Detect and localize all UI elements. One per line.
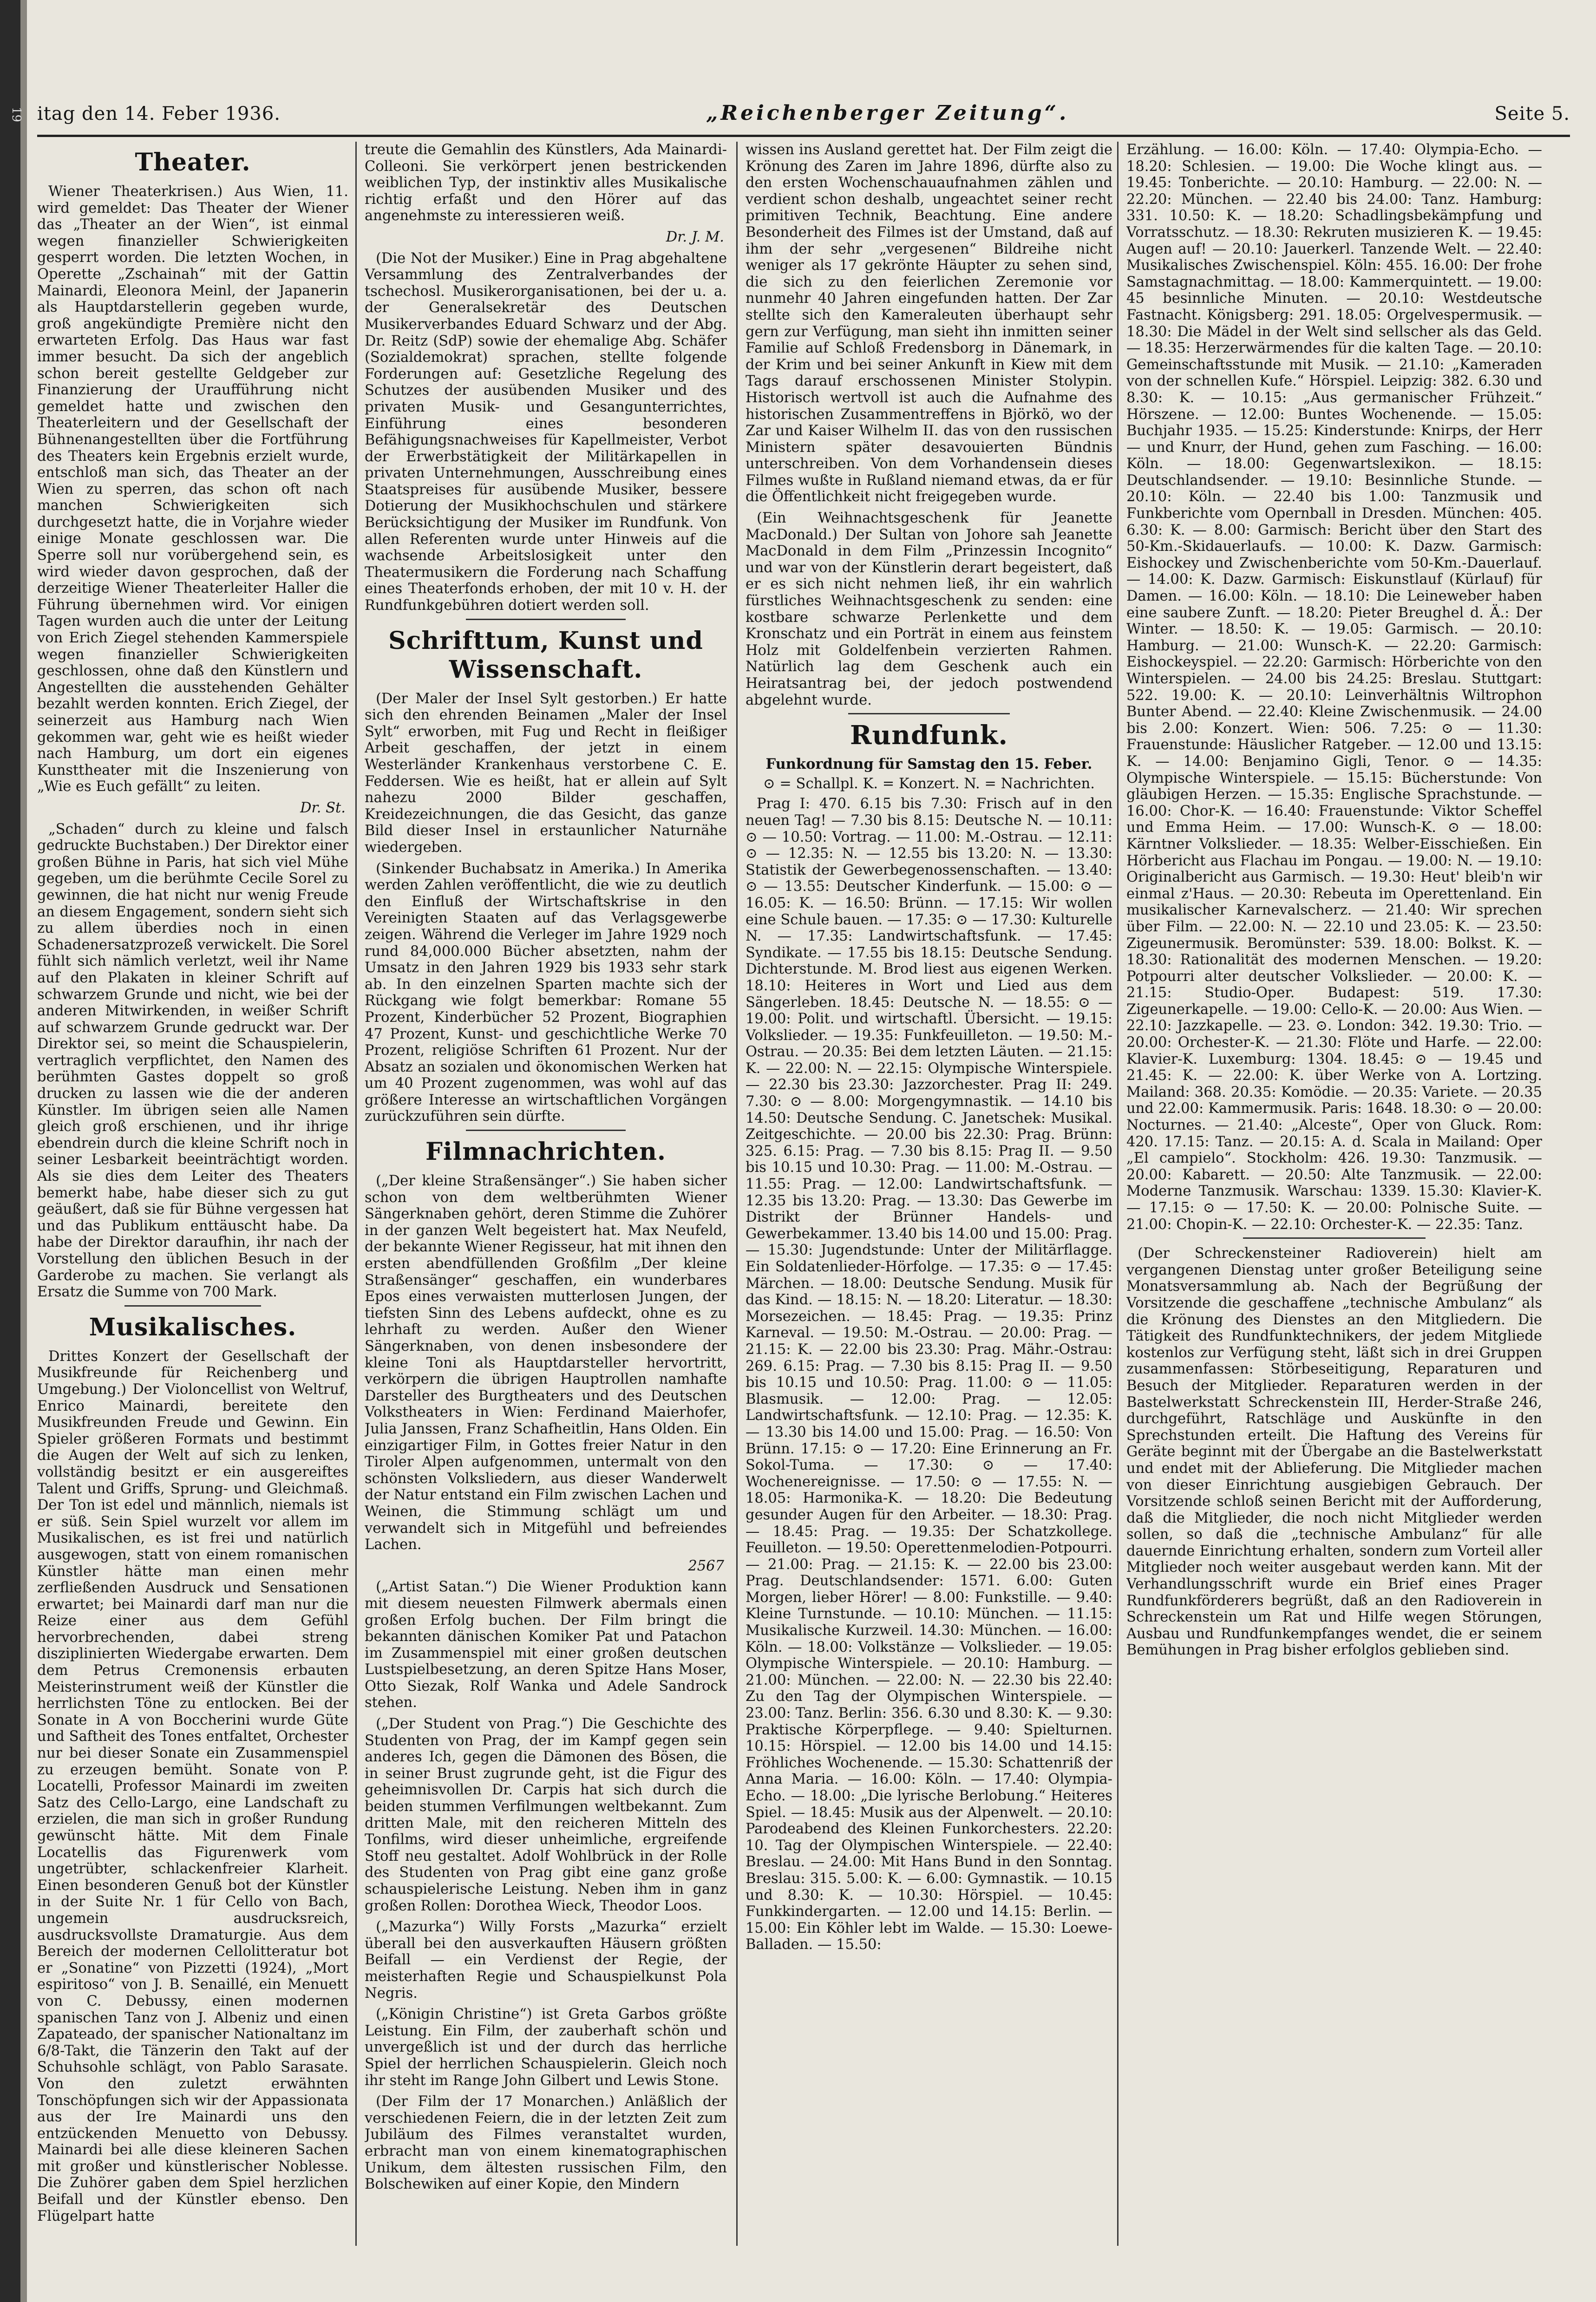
schedule-title: Funkordnung für Samstag den 15. Feber. — [765, 756, 1092, 773]
section-heading-schrifttum: Schrifttum, Kunst und Wissenschaft. — [388, 626, 703, 684]
section-heading-rundfunk: Rundfunk. — [850, 720, 1008, 751]
article-signature: Dr. J. M. — [666, 229, 724, 245]
article-artist-satan: („Artist Satan.“) Die Wiener Produktion kann mit diesem neuesten Filmwerk abermals einen großen Erfolg buchen. Der Film bringt die bekannten dänischen Komiker Pat und Patachon im Zusammenspiel mit einer großen deutschen Lustspielbesetzung, an deren Spitze Hans Moser, Otto Siezak, Rolf Wanka und Adele Sandrock stehen. — [365, 1579, 727, 1711]
section-heading-filmnachrichten: Filmnachrichten. — [425, 1138, 667, 1166]
section-heading-theater: Theater. — [135, 148, 251, 177]
article-film-17-monarchen: (Der Film der 17 Monarchen.) Anläßlich der verschiedenen Feiern, die in der letzten Zeit zum Jubiläum des Filmes veranstaltet wurden, erbracht man von einem kinematographischen Unikum, dem ältesten russischen Film, den Bolschewiken auf einer Kopie, den Mindern — [365, 2093, 727, 2193]
article-not-der-musiker: (Die Not der Musiker.) Eine in Prag abgehaltene Versammlung des Zentralverbandes der tschechosl. Musikerorganisationen, bei der u. a. der Generalsekretär des Deutschen Musikerverbandes Eduard Schwarz und der Abg. Dr. Reitz (SdP) sowie der ehemalige Abg. Schäfer (Sozialdemokrat) sprachen, stellte folgende Forderungen auf: Gesetzliche Regelung des Schutzes der ausübenden Musiker und des privaten Musik- und Gesangunterrichtes, Einführung eines besonderen Befähigungsnachweises für Kapellmeister, Verbot der Erwerbstätigkeit der Militärkapellen in privaten Unternehmungen, Ausschreibung eines Staatspreises für ausübende Musiker, bessere Dotierung der Musikhochschulen und stärkere Berücksichtigung der Musiker im Rundfunk. Von allen Referenten wurde unter Hinweis auf die wachsende Arbeitslosigkeit unter den Theatermusikern die Forderung nach Schaffung eines Theaterfonds erhoben, der mit 10 v. H. der Rundfunkgebühren dotiert werden soll. — [365, 250, 727, 614]
margin-page-mark: 19 — [9, 107, 23, 123]
scan-binding-shadow — [20, 0, 27, 2302]
article-mazurka: („Mazurka“) Willy Forsts „Mazurka“ erzielt überall bei den ausverkauften Häusern größten Beifall — ein Verdienst der Regie, der meisterhaften Regie und Schauspielkunst Pola Negris. — [365, 1919, 727, 2001]
section-heading-musikalisches: Musikalisches. — [89, 1313, 297, 1341]
article-student-von-prag: („Der Student von Prag.“) Die Geschichte des Studenten von Prag, der im Kampf gegen sein anderes Ich, gegen die Dämonen des Bösen, die in seiner Brust zugrunde geht, ist die Figur des geheimnisvollen Dr. Carpis hat sich durch die beiden stummen Verfilmungen weltbekannt. Zum dritten Male, mit den reicheren Mitteln des Tonfilms, wird dieser unheimliche, ergreifende Stoff neu gestaltet. Adolf Wohlbrück in der Rolle des Studenten von Prag gibt eine ganz große schauspielerische Leistung. Neben ihm in ganz großen Rollen: Dorothea Wieck, Theodor Loos. — [365, 1716, 727, 1914]
column-4 — [1126, 142, 1542, 2246]
column-2 — [365, 142, 727, 2246]
article-schaden-buchstaben: „Schaden“ durch zu kleine und falsch gedruckte Buchstaben.) Der Direktor einer großen Bühne in Paris, hat sich viel Mühe gegeben, um die berühmte Cecile Sorel zu gewinnen, die hat nicht nur wenig Freude an diesem Engagement, sondern sieht sich zu allem überdies noch in einen Schadenersatzprozeß verwickelt. Die Sorel fühlt sich nämlich verletzt, weil ihr Name auf den Plakaten in kleiner Schrift auf schwarzem Grunde und nicht, wie bei der anderen Mitwirkenden, in weißer Schrift auf schwarzem Grunde gedruckt war. Der Direktor sei, so meint die Schauspielerin, vertraglich verpflichtet, den Namen des berühmten Gastes doppelt so groß drucken zu lassen wie die der anderen Künstler. Im übrigen seien alle Namen gleich groß erschienen, und ihr ihrige ebendrein durch die kleine Schrift noch in seiner Lesbarkeit beeinträchtigt worden. Als sie dies dem Leiter des Theaters bemerkt habe, habe dieser sich zu gut geäußert, daß sie für Bühne vergessen hat und das Publikum enttäuscht habe. Da habe der Direktor daraufhin, ihr nach der Vorstellung den üblichen Besuch in der Garderobe zu machen. Sie verlangt als Ersatz die Summe von 700 Mark. — [37, 821, 348, 1301]
column-rule — [355, 142, 357, 2246]
page-header — [37, 101, 1570, 137]
column-rule — [736, 142, 738, 2246]
article-weihnachtsgeschenk: (Ein Weihnachtsgeschenk für Jeanette MacDonald.) Der Sultan von Johore sah Jeanette MacDonald in dem Film „Prinzessin Incognito“ und war von der Künstlerin derart begeistert, daß er es sich nicht nehmen ließ, ihr ein wahrlich fürstliches Weihnachtsgeschenk zu senden: eine kostbare schwarze Perlenkette und dem Kronschatz und ein Porträt in einem aus feinstem Holz mit Goldelfenbein verzierten Rahmen. Natürlich lag dem Geschenk auch ein Heiratsantrag bei, der jedoch postwendend abgelehnt wurde. — [746, 510, 1112, 708]
section-divider — [124, 1305, 262, 1307]
header-date: itag den 14. Feber 1936. — [37, 103, 281, 124]
article-konzert-mainardi: Drittes Konzert der Gesellschaft der Musikfreunde für Reichenberg und Umgebung.) Der Violoncellist von Weltruf, Enrico Mainardi, bereitete den Musikfreunden Freude und Gewinn. Ein Spieler größeren Formats und bestimmt die Augen der Welt auf sich zu lenken, vollständig besitzt er ein ausgereiftes Talent und Griffs, Sprung- und Gleichmaß. Der Ton ist edel und männlich, niemals ist er süß. Sein Spiel wurzelt vor allem im Musikalischen, es ist frei und natürlich ausgewogen, statt von einem romanischen Künstler hätte man einen mehr zerfließenden Ausdruck und Sensationen erwartet; bei Mainardi darf man nur die Reize einer aus dem Gefühl hervorbrechenden, dabei streng disziplinierten Wiedergabe erwarten. Dem dem Petrus Cremonensis erbauten Meisterinstrument weiß der Künstler die herrlichsten Töne zu entlocken. Bei der Sonate in A von Boccherini wurde Güte und Saftheit des Tones entfaltet, Orchester nur bei dieser Sonate ein Zusammenspiel zu erzeugen bemüht. Sonate von P. Locatelli, Professor Mainardi im zweiten Satz des Cello-Largo, eine Landschaft zu erzielen, die man sich in großer Rundung gewünscht hätte. Mit dem Finale Locatellis das Figurenwerk vom ungetrübter, schlackenfreier Klarheit. Einen besonderen Genuß bot der Künstler in der Suite Nr. 1 für Cello von Bach, ungemein ausdrucksreich, ausdrucksvollste Dramaturgie. Aus dem Bereich der modernen Cellolitteratur bot er „Sonatine“ von Pizzetti (1924), „Mort espiritoso“ von J. B. Senaillé, ein Menuett von C. Debussy, einen modernen spanischen Tanz von J. Albeniz und einen Zapateado, der spanischer Nationaltanz im 6/8-Takt, die Tänzerin den Takt auf der Schuhsohle schlägt, von Pablo Sarasate. Von den zuletzt erwähnten Tonschöpfungen sich wir der Appassionata aus der Ire Mainardi uns den entzückenden Menuetto von Debussy. Mainardi bei alle diese kleineren Sachen mit großer und künstlerischer Noblesse. Die Zuhörer gaben dem Spiel herzlichen Beifall und der Künstler ebenso. Den Flügelpart hatte — [37, 1348, 348, 2224]
column-rule — [1117, 142, 1119, 2246]
article-signature: Dr. St. — [300, 799, 346, 816]
section-divider — [466, 619, 625, 620]
header-page-number: Seite 5. — [1494, 103, 1570, 124]
article-wiener-theaterkrisen: Wiener Theaterkrisen.) Aus Wien, 11. wird gemeldet: Das Theater der Wiener das „Theater an der Wien“, ist einmal wegen finanzieller Schwierigkeiten gesperrt worden. Die letzten Wochen, in Operette „Zschainah“ mit der Gattin Mainardi, Eleonora Meinl, der Japanerin als Hauptdarstellerin gegeben wurde, groß angekündigte Première nicht den erwarteten Erfolg. Das Haus war fast immer besucht. Da sich der angeblich schon bereit gestellte Geldgeber zur Finanzierung der Uraufführung nicht gemeldet hatte und zwischen den Theaterleitern und der Gesellschaft der Bühnenangestellten über die Fortführung des Theaters kein Ergebnis erzielt wurde, entschloß man sich, das Theater an der Wien zu sperren, das schon oft nach manchen Schwierigkeiten sich durchgesetzt hatte, die in Vorjahre wieder einige Monate geschlossen war. Die Sperre soll nur vorübergehend sein, es wird wieder davon gesprochen, daß der derzeitige Wiener Theaterleiter Haller die Führung übernehmen wird. Vor einigen Tagen wurden auch die unter der Leitung von Erich Ziegel stehenden Kammerspiele wegen finanzieller Schwierigkeiten geschlossen, ohne daß den Künstlern und Angestellten die ausstehenden Gehälter bezahlt werden konnten. Erich Ziegel, der seinerzeit aus Hamburg nach Wien gekommen war, geht wie es heißt wieder nach Hamburg, um dort ein eigenes Kunsttheater mit die Inszenierung von „Wie es Euch gefällt“ zu leiten. — [37, 183, 348, 795]
header-paper-name: „Reichenberger Zeitung“. — [706, 101, 1069, 125]
radio-schedule-continued: Erzählung. — 16.00: Köln. — 17.40: Olympia-Echo. — 18.20: Schlesien. — 19.00: Die Woche klingt aus. — 19.45: Tonberichte. — 20.10: Hamburg. — 22.00: N. — 22.20: München. — 22.40 bis 24.00: Tanz. Hamburg: 331. 10.50: K. — 18.20: Schadlingsbekämpfung und Vorratsschutz. — 18.30: Rekruten musizieren K. — 19.45: Augen auf! — 20.10: Jauerkerl. Tanzende Welt. — 22.40: Musikalisches Zwischenspiel. Köln: 455. 16.00: Der frohe Samstagnachmittag. — 18.00: Kammerquintett. — 19.00: 45 besinnliche Minuten. — 20.10: Westdeutsche Fastnacht. Königsberg: 291. 18.05: Orgelvespermusik. — 18.30: Die Mädel in der Welt sind sellscher als das Geld. — 18.35: Herzerwärmendes für die kalten Tage. — 20.10: Gemeinschaftsstunde mit Musik. — 21.10: „Kameraden von der schnellen Kufe.“ Hörspiel. Leipzig: 382. 6.30 und 8.30: K. — 10.15: „Aus germanischer Frühzeit.“ Hörszene. — 12.00: Buntes Wochenende. — 15.05: Buchjahr 1935. — 15.25: Kinderstunde: Knirps, der Herr — und Knurr, der Hund, gehen zum Fasching. — 16.00: Köln. — 18.00: Gegenwartslexikon. — 18.15: Deutschlandsender. — 19.10: Besinnliche Stunde. — 20.10: Köln. — 22.40 bis 1.00: Tanzmusik und Funkberichte vom Opernball in Dresden. München: 405. 6.30: K. — 8.00: Garmisch: Bericht über den Start des 50-Km.-Skidauerlaufs. — 10.00: K. Dazw. Garmisch: Eishockey und Zwischenberichte vom 50-Km.-Dauerlauf. — 14.00: K. Dazw. Garmisch: Eiskunstlauf (Kürlauf) für Damen. — 16.00: Köln. — 18.10: Die Leineweber haben eine saubere Zunft. — 18.20: Pieter Breughel d. Ä.: Der Winter. — 18.50: K. — 19.05: Garmisch. — 20.10: Hamburg. — 21.00: Wunsch-K. — 22.20: Garmisch: Eishockeyspiel. — 22.20: Garmisch: Hörberichte von den Winterspielen. — 24.00 bis 24.25: Breslau. Stuttgart: 522. 19.00: K. — 20.10: Leinverhältnis Wiltrophon Bunter Abend. — 22.40: Kleine Zwischenmusik. — 24.00 bis 2.00: Konzert. Wien: 506. 7.25: ⊙ — 11.30: Frauenstunde: Häuslicher Ratgeber. — 12.00 und 13.15: K. — 14.00: Benjamino Gigli, Tenor. ⊙ — 14.35: Olympische Winterspiele. — 15.15: Bücherstunde: Von gläubigen Herzen. — 15.35: Englische Sprachstunde. — 16.00: Chor-K. — 16.40: Frauenstunde: Viktor Scheffel und Emma Heim. — 17.00: Wunsch-K. ⊙ — 18.00: Kärntner Volkslieder. — 18.35: Welber-Eisschießen. Ein Hörbericht aus Flachau im Pongau. — 19.00: N. — 19.10: Originalbericht aus Garmisch. — 19.30: Heut' bleib'n wir einmal z'Haus. — 20.30: Rebeuta im Operettenland. Ein musikalischer Karnevalscherz. — 21.40: Wir sprechen über Film. — 22.00: N. — 22.10 und 23.05: K. — 23.50: Zigeunermusik. Beromünster: 539. 18.00: Bolkst. K. — 18.30: Rationalität des modernen Menschen. — 19.20: Potpourri alter deutscher Volkslieder. — 20.00: K. — 21.15: Studio-Oper. Budapest: 519. 17.30: Zigeunerkapelle. — 19.00: Cello-K. — 20.00: Aus Wien. — 22.10: Jazzkapelle. — 23. ⊙. London: 342. 19.30: Trio. — 20.00: Orchester-K. — 21.30: Flöte und Harfe. — 22.00: Klavier-K. Luxemburg: 1304. 18.45: ⊙ — 19.45 und 21.45: K. — 22.00: K. über Werke von A. Lortzing. Mailand: 368. 20.35: Komödie. — 20.35: Variete. — 20.35 und 22.00: Kammermusik. Paris: 1648. 18.30: ⊙ — 20.00: Nocturnes. — 21.40: „Alceste“, Oper von Gluck. Rom: 420. 17.15: Tanz. — 20.15: A. d. Scala in Mailand: Oper „El campielo“. Stockholm: 426. 19.30: Tanzmusik. — 20.00: Kabarett. — 20.50: Alte Tanzmusik. — 22.00: Moderne Tanzmusik. Warschau: 1339. 15.30: Klavier-K. — 17.15: ⊙ — 17.50: K. — 20.00: Polnische Suite. — 21.00: Chopin-K. — 22.10: Orchester-K. — 22.35: Tanz. — [1126, 142, 1542, 1233]
article-continuation: treute die Gemahlin des Künstlers, Ada Mainardi-Colleoni. Sie verkörpert jenen bestrickenden weiblichen Typ, der instinktiv alles Musikalische richtig erfaßt und den Hörer auf das angenehmste zu interessieren weiß. — [365, 142, 727, 224]
section-divider — [1243, 1237, 1426, 1239]
radio-schedule: Prag I: 470. 6.15 bis 7.30: Frisch auf in den neuen Tag! — 7.30 bis 8.15: Deutsche N. — 10.11: ⊙ — 10.50: Vortrag. — 11.00: M.-Ostrau. — 12.11: ⊙ — 12.35: N. — 12.55 bis 13.20: N. — 13.30: Statistik der Gewerbegenossenschaften. — 13.40: ⊙ — 13.55: Deutscher Kinderfunk. — 15.00: ⊙ — 16.05: K. — 16.50: Brünn. — 17.15: Wir wollen eine Schule bauen. — 17.35: ⊙ — 17.30: Kulturelle N. — 17.35: Landwirtschaftsfunk. — 17.45: Syndikate. — 17.55 bis 18.15: Deutsche Sendung. Dichterstunde. M. Brod liest aus eigenen Werken. 18.10: Heiteres in Wort und Lied aus dem Sängerleben. 18.45: Deutsche N. — 18.55: ⊙ — 19.00: Polit. und wirtschaftl. Übersicht. — 19.15: Volkslieder. — 19.35: Funkfeuilleton. — 19.50: M.-Ostrau. — 20.35: Bei dem letzten Läuten. — 21.15: K. — 22.00: N. — 22.15: Olympische Winterspiele. — 22.30 bis 23.30: Jazzorchester. Prag II: 249. 7.30: ⊙ — 8.00: Morgengymnastik. — 14.10 bis 14.50: Deutsche Sendung. C. Janetschek: Musikal. Zeitgeschichte. — 20.00 bis 22.30: Prag. Brünn: 325. 6.15: Prag. — 7.30 bis 8.15: Prag II. — 9.50 bis 10.15 und 10.30: Prag. — 11.00: M.-Ostrau. — 11.55: Prag. — 12.00: Landwirtschaftsfunk. — 12.35 bis 13.20: Prag. — 13.30: Das Gewerbe im Distrikt der Brünner Handels- und Gewerbekammer. 13.40 bis 14.00 und 15.00: Prag. — 15.30: Jugendstunde: Unter der Militärflagge. Ein Soldatenlieder-Hörfolge. — 17.35: ⊙ — 17.45: Märchen. — 18.00: Deutsche Sendung. Musik für das Kind. — 18.15: N. — 18.20: Literatur. — 18.30: Morsezeichen. — 18.45: Prag. — 19.35: Prinz Karneval. — 19.50: M.-Ostrau. — 20.00: Prag. — 21.15: K. — 22.00 bis 23.30: Prag. Mähr.-Ostrau: 269. 6.15: Prag. — 7.30 bis 8.15: Prag II. — 9.50 bis 10.15 und 10.50: Prag. 11.00: ⊙ — 11.05: Blasmusik. — 12.00: Prag. — 12.05: Landwirtschaftsfunk. — 12.10: Prag. — 12.35: K. — 13.30 bis 14.00 und 15.00: Prag. — 16.50: Von Brünn. 17.15: ⊙ — 17.20: Eine Erinnerung an Fr. Sokol-Tuma. — 17.30: ⊙ — 17.40: Wochenereignisse. — 17.50: ⊙ — 17.55: N. — 18.05: Harmonika-K. — 18.20: Die Bedeutung gesunder Augen für den Arbeiter. — 18.30: Prag. — 18.45: Prag. — 19.35: Der Schatzkollege. Feuilleton. — 19.50: Operettenmelodien-Potpourri. — 21.00: Prag. — 21.15: K. — 22.00 bis 23.00: Prag. Deutschlandsender: 1571. 6.00: Guten Morgen, lieber Hörer! — 8.00: Funkstille. — 9.40: Kleine Turnstunde. — 10.10: München. — 11.15: Musikalische Kurzweil. 14.30: München. — 16.00: Köln. — 18.00: Volkstänze — Volkslieder. — 19.05: Olympische Winterspiele. — 20.10: Hamburg. — 21.00: München. — 22.00: N. — 22.30 bis 22.40: Zu den Tag der Olympischen Winterspiele. — 23.00: Tanz. Berlin: 356. 6.30 und 8.30: K. — 9.30: Praktische Körperpflege. — 9.40: Spielturnen. 10.15: Hörspiel. — 12.00 bis 14.00 und 14.15: Fröhliches Wochenende. — 15.30: Schattenriß der Anna Maria. — 16.00: Köln. — 17.40: Olympia-Echo. — 18.00: „Die lyrische Berlobung.“ Heiteres Spiel. — 18.45: Musik aus der Alpenwelt. — 20.10: Parodeabend des Kleinen Funkorchesters. 22.20: 10. Tag der Olympischen Winterspiele. — 22.40: Breslau. — 24.00: Mit Hans Bund in den Sonntag. Breslau: 315. 5.00: K. — 6.00: Gymnastik. — 10.15 und 8.30: K. — 10.30: Hörspiel. — 10.45: Funkkindergarten. — 12.00 und 14.15: Berlin. — 15.00: Ein Köhler lebt im Walde. — 15.30: Loewe-Balladen. — 15.50: — [746, 796, 1112, 1953]
article-strassensaenger: („Der kleine Straßensänger“.) Sie haben sicher schon von dem weltberühmten Wiener Sängerknaben gehört, deren Stimme die Zuhörer in der ganzen Welt begeistert hat. Max Neufeld, der bekannte Wiener Regisseur, hat mit ihnen den ersten abendfüllenden Großfilm „Der kleine Straßensänger“ geschaffen, ein wunderbares Epos eines verwaisten mutterlosen Jungen, der tiefsten Sinn des Lebens aufdeckt, ohne es zu lehrhaft zu werden. Außer den Wiener Sängerknaben, von denen insbesondere der kleine Toni als Hauptdarsteller hervortritt, verkörpern die übrigen Hauptrollen namhafte Darsteller des Burgtheaters und des Deutschen Volkstheaters in Wien: Ferdinand Maierhofer, Julia Janssen, Franz Schafheitlin, Hans Olden. Ein einzigartiger Film, in Gottes freier Natur in den Tiroler Alpen aufgenommen, untermalt von den schönsten Volksliedern, aus dieser Wanderwelt der Natur entstand ein Film zwischen Lachen und Weinen, die Stimmung schlägt um und verwandelt sich in Mitgefühl und befreiendes Lachen. — [365, 1173, 727, 1553]
article-radioverein: (Der Schreckensteiner Radioverein) hielt am vergangenen Dienstag unter großer Beteiligung seine Monatsversammlung ab. Nach der Begrüßung der Vorsitzende die geschaffene „technische Ambulanz“ als die Krönung des Dienstes an den Mitgliedern. Die Tätigkeit des Rundfunktechnikers, der jedem Mitgliede kostenlos zur Verfügung steht, läßt sich in drei Gruppen zusammenfassen: Störbeseitigung, Reparaturen und Besuch der Mitglieder. Reparaturen werden in der Bastelwerkstatt Schreckenstein III, Herder-Straße 246, durchgeführt, Ratschläge und Auskünfte in den Sprechstunden erteilt. Die Haftung des Vereins für Geräte beginnt mit der Übergabe an die Bastelwerkstatt und endet mit der Ablieferung. Die Mitglieder machen von dieser Einrichtung ausgiebigen Gebrauch. Der Vorsitzende schloß seinen Bericht mit der Aufforderung, daß die Mitglieder, die noch nicht Mitglieder werden sollen, so daß die „technische Ambulanz“ für alle dauernde Einrichtung erhalten, sondern zum Vorteil aller Mitglieder noch weiter ausgebaut werden kann. Mit der Verhandlungsschrift wurde ein Brief eines Prager Rundfunkförderers begrüßt, daß an den Radioverein in Schreckenstein um Rat und Hilfe wegen Störungen, Ausbau und Rundfunkempfanges wendet, die er seinem Bemühungen in Prag bisher erfolglos geblieben sind. — [1126, 1245, 1542, 1659]
article-signature: 2567 — [688, 1557, 724, 1574]
column-3 — [746, 142, 1112, 2246]
section-divider — [848, 713, 1010, 714]
column-1 — [37, 142, 348, 2246]
section-divider — [466, 1130, 625, 1131]
article-buchabsatz-amerika: (Sinkender Buchabsatz in Amerika.) In Amerika werden Zahlen veröffentlicht, die wie zu deutlich den Einfluß der Wirtschaftskrise in den Vereinigten Staaten auf das Verlagsgewerbe zeigen. Während die Verleger im Jahre 1929 noch rund 84,000.000 Bücher absetzten, nahm der Umsatz in den Jahren 1929 bis 1933 sehr stark ab. In den einzelnen Sparten machte sich der Rückgang wie folgt bemerkbar: Romane 55 Prozent, Kinderbücher 52 Prozent, Biographien 47 Prozent, Kunst- und geschichtliche Werke 70 Prozent, religiöse Schriften 61 Prozent. Nur der Absatz an sozialen und ökonomischen Werken hat um 40 Prozent zugenommen, was wohl auf das größere Interesse an wirtschaftlichen Vorgängen zurückzuführen sein dürfte. — [365, 860, 727, 1125]
schedule-legend: ⊙ = Schallpl. K. = Konzert. N. = Nachrichten. — [763, 775, 1095, 792]
article-koenigin-christine: („Königin Christine“) ist Greta Garbos größte Leistung. Ein Film, der zauberhaft schön und unvergeßlich ist und der durch das herrliche Spiel der herrlichen Schauspielerin. Gleich noch ihr steht im Range John Gilbert und Lewis Stone. — [365, 2006, 727, 2089]
scan-binding-edge — [0, 0, 20, 2302]
article-maler-insel-sylt: (Der Maler der Insel Sylt gestorben.) Er hatte sich den ehrenden Beinamen „Maler der Insel Sylt“ erworben, mit Fug und Recht in fleißiger Arbeit geschaffen, der jetzt in einem Westerländer Krankenhaus verstorbene C. E. Feddersen. Wie es heißt, hat er allein auf Sylt nahezu 2000 Bilder geschaffen, Kreidezeichnungen, die das Gesicht, das ganze Bild dieser Insel in erstaunlicher Naturnähe wiedergeben. — [365, 690, 727, 856]
article-continuation: wissen ins Ausland gerettet hat. Der Film zeigt die Krönung des Zaren im Jahre 1896, dürfte also zu den ersten Wochenschauaufnahmen zählen und verdient schon deshalb, ungeachtet seiner recht primitiven Technik, Beachtung. Eine andere Besonderheit des Filmes ist der Umstand, daß auf ihm der sehr „vergesenen“ Bildreihe nicht weniger als 17 gekrönte Häupter zu sehen sind, die sich zu den feierlichen Zeremonie vor nunmehr 40 Jahren eingefunden hatten. Der Zar stellte sich den Kameraleuten überhaupt sehr gern zur Verfügung, man sieht ihn inmitten seiner Familie auf Schloß Fredensborg in Dänemark, in der Krim und bei seiner Ankunft in Kiew mit dem Tags darauf erschossenen Minister Stolypin. Historisch wertvoll ist auch die Aufnahme des historischen Zusammentreffens in Björkö, wo der Zar und Kaiser Wilhelm II. das von den russischen Ministern später desavouierten Bündnis unterschreiben. Von dem Vorhandensein dieses Filmes wußte in Rußland niemand etwas, da er für die Öffentlichkeit nicht freigegeben wurde. — [746, 142, 1112, 505]
